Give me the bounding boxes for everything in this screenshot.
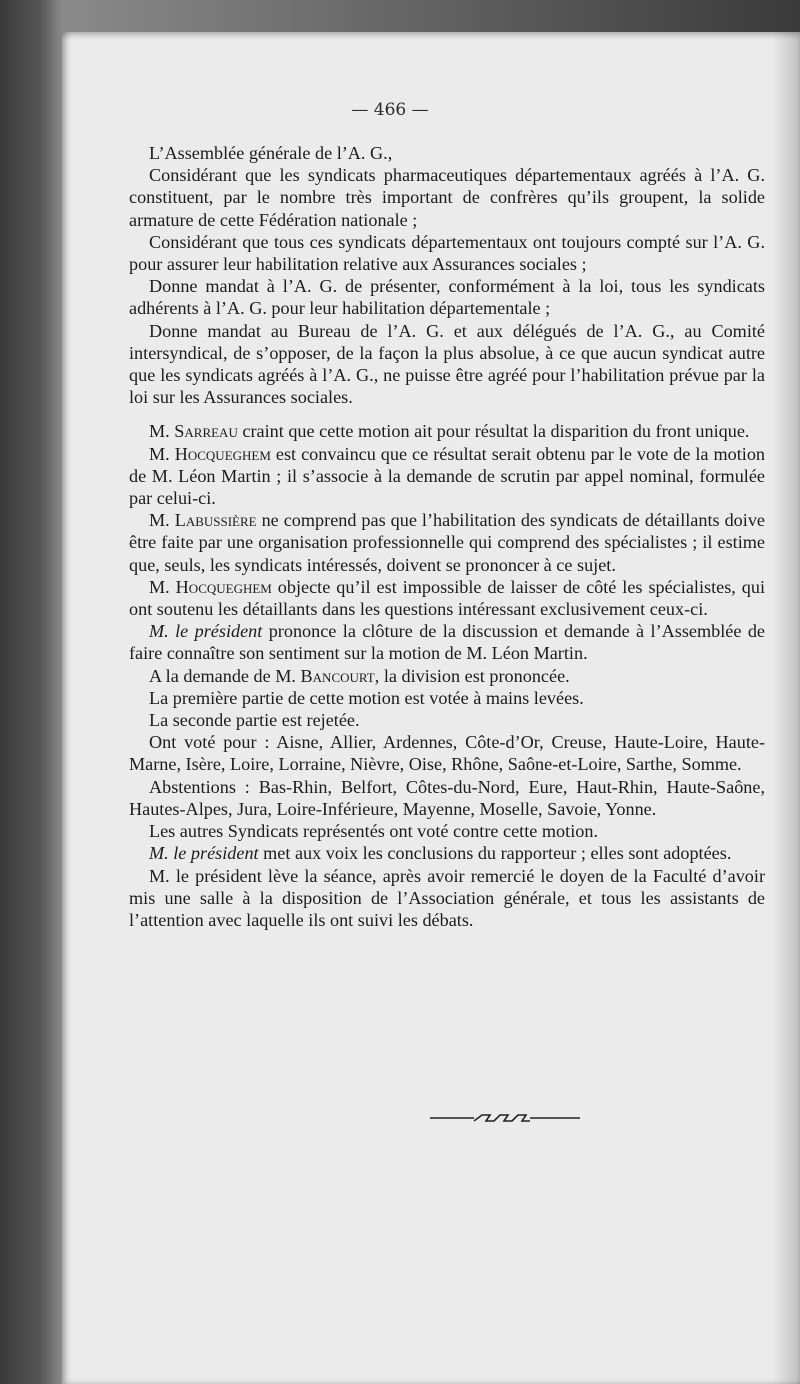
paragraph-7: M. Hocqueghem est convaincu que ce résultat serait obtenu par le vote de la motion de M. Léon Martin ; il s’associe à la demande de scrutin par appel nominal, formulée par celui-ci.: [129, 443, 766, 509]
page-number: — 466 —: [351, 100, 429, 120]
paragraph-14: Ont voté pour : Aisne, Allier, Ardennes, Côte-d’Or, Creuse, Haute-Loire, Haute-Marne, Isère, Loire, Lorraine, Nièvre, Oise, Rhône, Saône-et-Loire, Sarthe, Somme.: [129, 732, 765, 775]
paragraph-6: M. Sarreau craint que cette motion ait pour résultat la disparition du front unique.: [149, 421, 750, 442]
paragraph-12: La première partie de cette motion est votée à mains levées.: [149, 687, 584, 708]
paragraph-10: M. le président prononce la clôture de la discussion et demande à l’Assemblée de faire connaître son sentiment sur la motion de M. Léon Martin.: [129, 621, 765, 664]
paragraph-18: M. le président lève la séance, après avoir remercié le doyen de la Faculté d’avoir mis une salle à la disposition de l’Association générale, et tous les assistants de l’attention avec laquelle ils ont suivi les débats.: [129, 865, 765, 930]
body-text: [129, 142, 765, 931]
paragraph-17: M. le président met aux voix les conclusions du rapporteur ; elles sont adoptées.: [149, 843, 732, 864]
speaker-name: Labussière: [174, 510, 257, 531]
end-ornament-icon: [430, 1108, 580, 1128]
paragraph-9: M. Hocqueghem objecte qu’il est impossible de laisser de côté les spécialistes, qui ont soutenu les détaillants dans les questions intéressant exclusivement ceux-ci.: [129, 576, 766, 620]
paragraph-11: A la demande de M. Bancourt, la division est prononcée.: [149, 665, 570, 686]
speaker-name: Bancourt: [300, 665, 375, 686]
paragraph-15: Abstentions : Bas-Rhin, Belfort, Côtes-du-Nord, Eure, Haut-Rhin, Haute-Saône, Hautes-Alpes, Jura, Loire-Inférieure, Mayenne, Moselle, Savoie, Yonne.: [129, 776, 765, 819]
speaker-name: Sarreau: [174, 421, 238, 442]
speaker-name: Hocqueghem: [175, 576, 272, 597]
paragraph-16: Les autres Syndicats représentés ont voté contre cette motion.: [149, 821, 598, 842]
paragraph-3: Considérant que tous ces syndicats départementaux ont toujours compté sur l’A. G. pour assurer leur habilitation relative aux Assurances sociales ;: [129, 231, 765, 275]
speaker-title: M. le président: [149, 843, 259, 864]
speaker-name: Hocqueghem: [174, 443, 271, 464]
paragraph-5: Donne mandat au Bureau de l’A. G. et aux délégués de l’A. G., au Comité intersyndical, de s’opposer, de la façon la plus absolue, à ce que aucun syndicat autre que les syndicats agréés à l’A. G., ne puisse être agréé pour l’habilitation prévue par la loi sur les Assurances sociales.: [129, 320, 765, 408]
speaker-title: M. le président: [149, 621, 263, 642]
page-edge-shadow: [772, 32, 800, 1384]
paragraph-4: Donne mandat à l’A. G. de présenter, conformément à la loi, tous les syndicats adhérents à l’A. G. pour leur habilitation départementale ;: [129, 276, 765, 319]
paragraph-8: M. Labussière ne comprend pas que l’habilitation des syndicats de détaillants doive être faite par une organisation professionnelle qui comprend des spécialistes ; il estime que, seuls, les syndicats intéressés, doivent se prononcer à ce sujet.: [129, 510, 765, 575]
paragraph-2: Considérant que les syndicats pharmaceutiques départementaux agréés à l’A. G. constituent, par le nombre très important de confrères qu’ils groupent, la solide armature de cette Fédération nationale ;: [129, 165, 765, 230]
paragraph-1: L’Assemblée générale de l’A. G.,: [149, 143, 393, 163]
paragraph-13: La seconde partie est rejetée.: [149, 710, 360, 731]
